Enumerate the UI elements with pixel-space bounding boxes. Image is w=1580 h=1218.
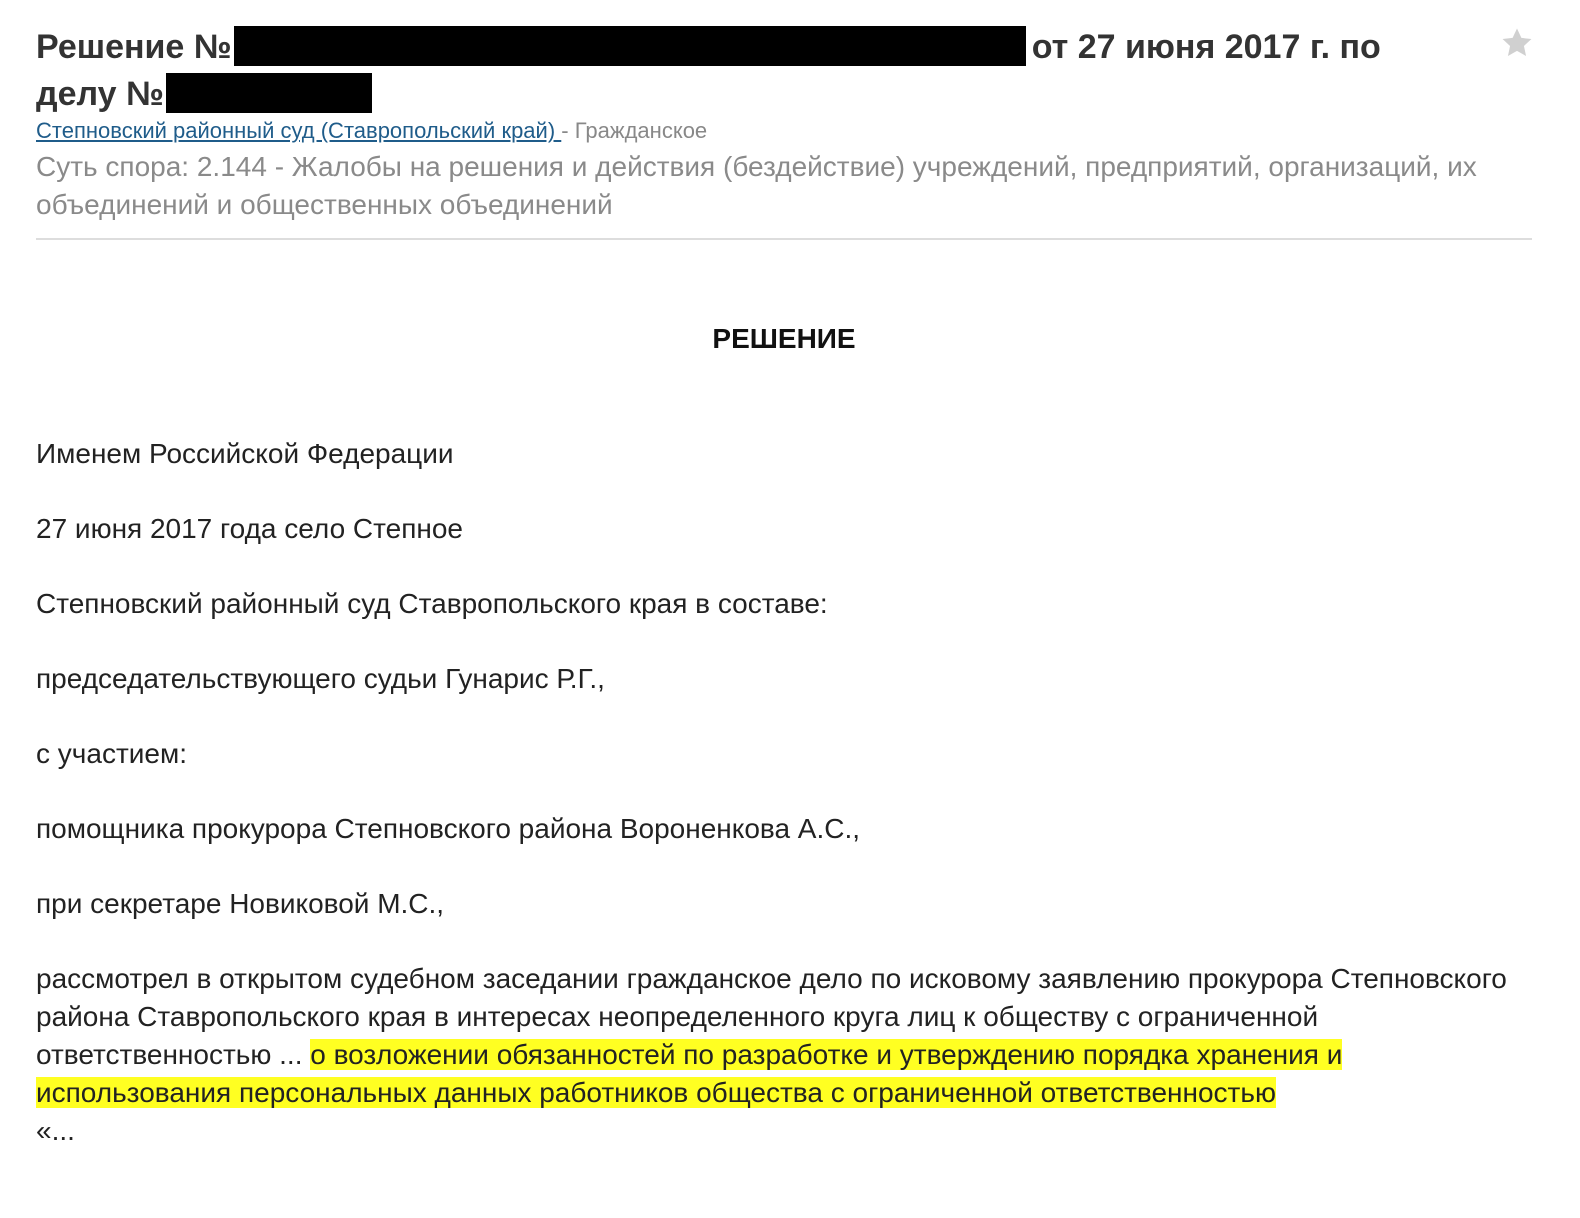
redacted-case-id: [166, 73, 372, 113]
document-page: [36, 24, 1532, 1150]
page-title: [36, 24, 1532, 118]
title-date: от 27 июня 2017 г. по: [1031, 28, 1381, 66]
paragraph-participation: с участием:: [36, 738, 188, 769]
divider: [36, 238, 1532, 240]
title-prefix: Решение №: [36, 28, 232, 66]
highlighted-text: о возложении обязанностей по разработке и утверждению порядка хранения и использования персональных данных работников общества с ограниченной ответственностью: [36, 1039, 1343, 1108]
document-heading: РЕШЕНИЕ: [712, 323, 856, 354]
case-type: Гражданское: [574, 118, 708, 143]
paragraph-in-the-name: Именем Российской Федерации: [36, 438, 454, 469]
case-description-tail: «...: [36, 1115, 75, 1146]
case-meta: [36, 118, 1532, 144]
dispute-subject: Суть спора: 2.144 - Жалобы на решения и действия (бездействие) учреждений, предприятий, организаций, их объединений и общественных объединений: [36, 151, 1477, 220]
paragraph-secretary: при секретаре Новиковой М.С.,: [36, 888, 445, 919]
paragraph-prosecutor: помощника прокурора Степновского района Вороненкова А.С.,: [36, 813, 861, 844]
star-icon[interactable]: [1500, 26, 1534, 60]
case-description-text: рассмотрел в открытом судебном заседании гражданское дело по исковому заявлению прокурора Степновского района Ставропольского края в интересах неопределенного круга лиц к обществу с ограниченной ответственностью ...: [36, 963, 1507, 1070]
paragraph-judge: председательствующего судьи Гунарис Р.Г.,: [36, 663, 605, 694]
title-case-label: делу №: [36, 75, 164, 113]
court-link[interactable]: Степновский районный суд (Ставропольский край): [36, 118, 562, 143]
paragraph-case-description: [36, 960, 1532, 1150]
meta-separator: -: [561, 118, 575, 143]
paragraph-court: Степновский районный суд Ставропольского края в составе:: [36, 588, 828, 619]
paragraph-date-place: 27 июня 2017 года село Степное: [36, 513, 463, 544]
redacted-case-number: [234, 26, 1026, 66]
